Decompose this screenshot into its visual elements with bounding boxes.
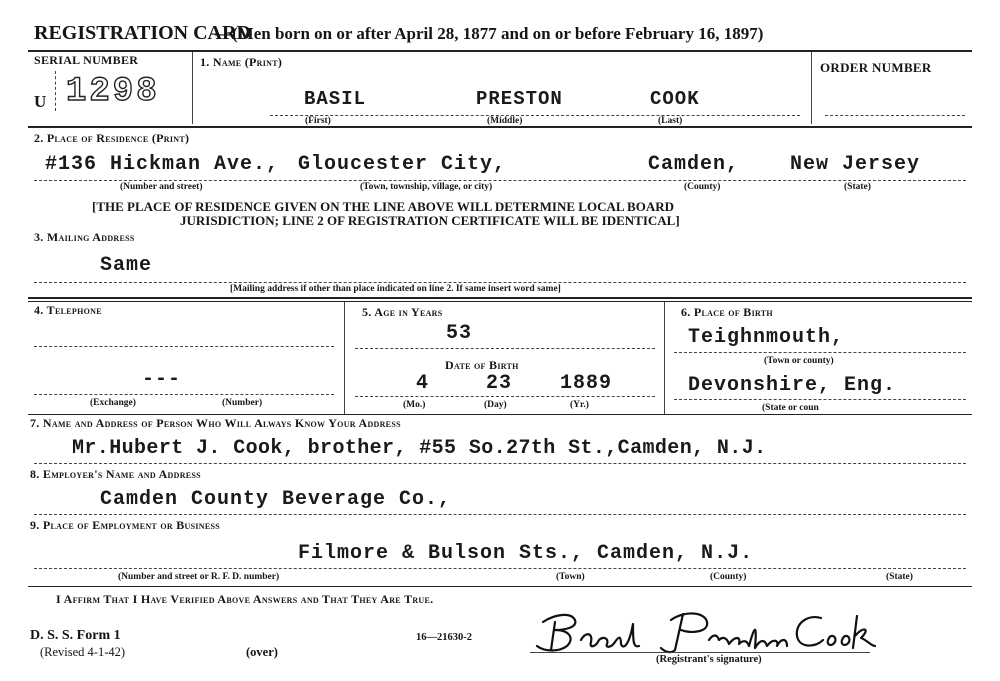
divider xyxy=(825,115,965,116)
residence-street: #136 Hickman Ave., xyxy=(45,153,280,176)
serial-value: 1298 xyxy=(66,73,160,111)
telephone-value: --- xyxy=(142,368,182,391)
residence-town-caption: (Town, township, village, or city) xyxy=(360,182,493,192)
divider xyxy=(34,463,966,464)
birthplace-state-caption: (State or coun xyxy=(762,403,819,413)
divider xyxy=(28,50,972,52)
age-value: 53 xyxy=(446,322,473,345)
name-first: BASIL xyxy=(304,88,367,110)
telephone-number-caption: (Number) xyxy=(222,398,263,408)
affirmation: I Affirm That I Have Verified Above Answers and That They Are True. xyxy=(56,592,434,606)
dob-label: Date of Birth xyxy=(445,358,519,372)
divider xyxy=(355,348,655,349)
divider xyxy=(674,399,966,400)
form-number: D. S. S. Form 1 xyxy=(30,628,121,643)
residence-state-caption: (State) xyxy=(844,182,871,192)
registrant-signature xyxy=(525,600,885,656)
employment-street-caption: (Number and street or R. F. D. number) xyxy=(118,572,280,582)
divider xyxy=(34,394,334,395)
employment-label: 9. Place of Employment or Business xyxy=(30,518,220,532)
signature-caption: (Registrant's signature) xyxy=(656,654,762,665)
name-middle: PRESTON xyxy=(476,88,563,110)
dob-year-caption: (Yr.) xyxy=(570,400,589,410)
name-last: COOK xyxy=(650,88,700,110)
birthplace-town: Teighnmouth, xyxy=(688,326,845,349)
employment-town-caption: (Town) xyxy=(556,572,585,582)
divider xyxy=(664,302,665,414)
print-code: 16—21630-2 xyxy=(416,632,472,643)
mailing-caption: [Mailing address if other than place indicated on line 2. If same insert word same] xyxy=(230,284,561,294)
residence-town: Gloucester City, xyxy=(298,153,507,176)
residence-state: New Jersey xyxy=(790,153,921,176)
dob-day: 23 xyxy=(486,372,513,395)
divider xyxy=(28,297,972,299)
employment-state-caption: (State) xyxy=(886,572,913,582)
mailing-label: 3. Mailing Address xyxy=(34,230,135,244)
contact-label: 7. Name and Address of Person Who Will Always Know Your Address xyxy=(30,416,401,430)
name-label: 1. Name (Print) xyxy=(200,55,283,69)
telephone-exchange-caption: (Exchange) xyxy=(90,398,136,408)
divider xyxy=(28,301,972,302)
residence-notice-1: [THE PLACE OF RESIDENCE GIVEN ON THE LINE ABOVE WILL DETERMINE LOCAL BOARD xyxy=(92,199,674,214)
divider xyxy=(28,126,972,128)
card-subtitle: —(Men born on or after April 28, 1877 and on or before February 16, 1897) xyxy=(215,24,764,43)
mailing-value: Same xyxy=(100,254,153,277)
employment-value: Filmore & Bulson Sts., Camden, N.J. xyxy=(298,542,754,565)
contact-value: Mr.Hubert J. Cook, brother, #55 So.27th St.,Camden, N.J. xyxy=(72,437,767,460)
birthplace-label: 6. Place of Birth xyxy=(681,305,773,319)
divider xyxy=(270,115,800,116)
divider xyxy=(344,302,345,414)
serial-prefix: U xyxy=(34,92,47,111)
residence-county: Camden, xyxy=(648,153,740,176)
divider xyxy=(28,414,972,415)
dob-month: 4 xyxy=(416,372,430,395)
employer-value: Camden County Beverage Co., xyxy=(100,488,452,511)
divider xyxy=(192,52,193,124)
dob-month-caption: (Mo.) xyxy=(403,400,426,410)
name-last-caption: (Last) xyxy=(658,116,683,126)
residence-notice-2: JURISDICTION; LINE 2 OF REGISTRATION CERTIFICATE WILL BE IDENTICAL] xyxy=(180,213,680,228)
residence-county-caption: (County) xyxy=(684,182,721,192)
form-revised: (Revised 4-1-42) xyxy=(40,645,126,659)
name-middle-caption: (Middle) xyxy=(487,116,523,126)
birthplace-state: Devonshire, Eng. xyxy=(688,374,897,397)
birthplace-town-caption: (Town or county) xyxy=(764,356,834,366)
divider xyxy=(530,652,870,653)
card-title: REGISTRATION CARD xyxy=(34,22,251,44)
serial-label: SERIAL NUMBER xyxy=(34,53,139,67)
divider xyxy=(674,352,966,353)
divider xyxy=(34,346,334,347)
divider xyxy=(355,396,655,397)
name-first-caption: (First) xyxy=(305,116,331,126)
divider xyxy=(34,568,966,569)
employment-county-caption: (County) xyxy=(710,572,747,582)
divider xyxy=(34,282,966,283)
employer-label: 8. Employer's Name and Address xyxy=(30,467,201,481)
divider xyxy=(811,52,812,124)
dob-year: 1889 xyxy=(560,372,613,395)
divider xyxy=(34,514,966,515)
residence-label: 2. Place of Residence (Print) xyxy=(34,131,190,145)
order-label: ORDER NUMBER xyxy=(820,60,932,75)
over-label: (over) xyxy=(246,645,278,659)
telephone-label: 4. Telephone xyxy=(34,303,102,317)
divider xyxy=(28,586,972,587)
divider xyxy=(34,180,966,181)
dob-day-caption: (Day) xyxy=(484,400,507,410)
residence-street-caption: (Number and street) xyxy=(120,182,203,192)
age-label: 5. Age in Years xyxy=(362,305,443,319)
